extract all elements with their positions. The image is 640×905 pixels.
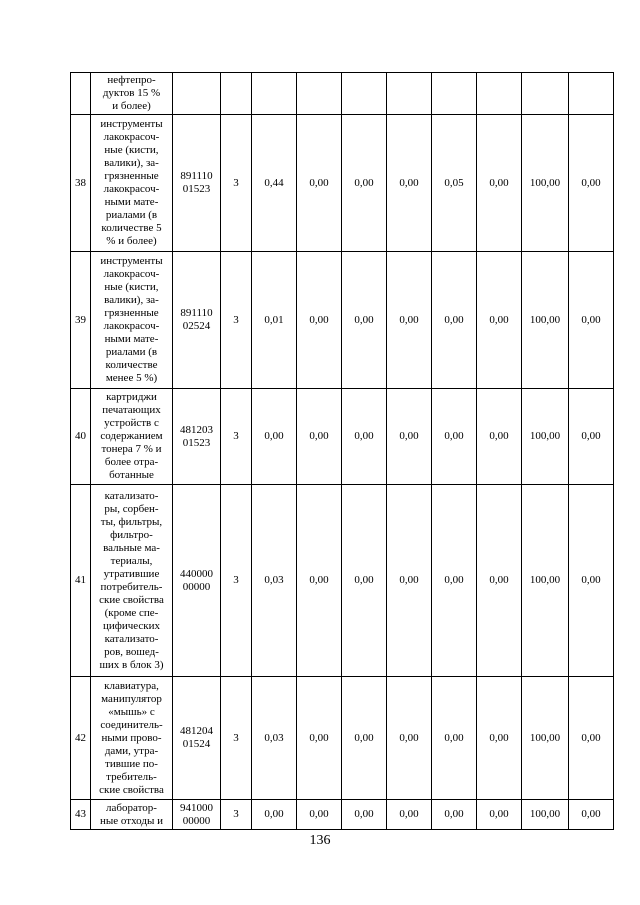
table-row [71, 485, 614, 677]
value-cell: 0,03 [252, 485, 297, 677]
value-cell: 100,00 [522, 800, 569, 830]
waste-name: инструменты лакокрасоч- ные (кисти, валики), за- грязненные лакокрасоч- ными мате- риалами (в количестве менее 5 %) [91, 252, 173, 389]
value-cell: 0,00 [342, 389, 387, 485]
table-row [71, 73, 614, 115]
value-cell: 0,05 [432, 115, 477, 252]
value-cell: 100,00 [522, 389, 569, 485]
hazard-class: 3 [221, 389, 252, 485]
value-cell: 0,00 [569, 800, 614, 830]
waste-name: картриджи печатающих устройств с содержанием тонера 7 % и более отра- ботанные [91, 389, 173, 485]
value-cell [252, 73, 297, 115]
value-cell: 0,00 [432, 389, 477, 485]
table-row [71, 800, 614, 830]
value-cell [432, 73, 477, 115]
value-cell: 0,00 [297, 115, 342, 252]
value-cell: 0,00 [432, 800, 477, 830]
value-cell: 0,00 [387, 677, 432, 800]
waste-name: инструменты лакокрасоч- ные (кисти, валики), за- грязненные лакокрасоч- ными мате- риалами (в количестве 5 % и более) [91, 115, 173, 252]
value-cell: 0,00 [477, 677, 522, 800]
row-number: 41 [71, 485, 91, 677]
waste-code [173, 73, 221, 115]
table-row [71, 115, 614, 252]
value-cell: 100,00 [522, 115, 569, 252]
table-row [71, 252, 614, 389]
waste-code: 440000 00000 [173, 485, 221, 677]
waste-name: клавиатура, манипулятор «мышь» с соединитель- ными прово- дами, утра- тившие по- требитель- ские свойства [91, 677, 173, 800]
value-cell [387, 73, 432, 115]
value-cell: 0,00 [387, 389, 432, 485]
value-cell: 0,00 [297, 252, 342, 389]
hazard-class: 3 [221, 677, 252, 800]
row-number: 42 [71, 677, 91, 800]
value-cell: 0,44 [252, 115, 297, 252]
value-cell: 100,00 [522, 677, 569, 800]
value-cell: 0,00 [387, 252, 432, 389]
value-cell: 0,00 [477, 800, 522, 830]
value-cell: 0,03 [252, 677, 297, 800]
value-cell: 0,00 [569, 485, 614, 677]
waste-code: 481203 01523 [173, 389, 221, 485]
value-cell: 0,00 [477, 115, 522, 252]
value-cell: 0,00 [569, 389, 614, 485]
value-cell: 0,00 [342, 115, 387, 252]
value-cell: 0,00 [342, 252, 387, 389]
value-cell: 0,00 [342, 800, 387, 830]
row-number: 40 [71, 389, 91, 485]
value-cell: 0,00 [569, 677, 614, 800]
value-cell: 0,00 [569, 115, 614, 252]
value-cell: 100,00 [522, 252, 569, 389]
table-row [71, 677, 614, 800]
row-number: 39 [71, 252, 91, 389]
value-cell: 0,00 [387, 115, 432, 252]
hazard-class [221, 73, 252, 115]
hazard-class: 3 [221, 115, 252, 252]
value-cell: 0,00 [342, 485, 387, 677]
value-cell: 0,00 [252, 389, 297, 485]
value-cell: 0,00 [432, 252, 477, 389]
value-cell [569, 73, 614, 115]
waste-name: лаборатор- ные отходы и [91, 800, 173, 830]
waste-table [70, 72, 614, 830]
value-cell [477, 73, 522, 115]
row-number: 38 [71, 115, 91, 252]
value-cell: 0,00 [297, 389, 342, 485]
value-cell [342, 73, 387, 115]
waste-code: 891110 01523 [173, 115, 221, 252]
value-cell: 0,00 [432, 485, 477, 677]
waste-name: нефтепро- дуктов 15 % и более) [91, 73, 173, 115]
value-cell: 0,00 [477, 389, 522, 485]
value-cell [297, 73, 342, 115]
waste-code: 891110 02524 [173, 252, 221, 389]
table-row [71, 389, 614, 485]
hazard-class: 3 [221, 800, 252, 830]
value-cell: 0,00 [297, 800, 342, 830]
hazard-class: 3 [221, 485, 252, 677]
value-cell: 0,00 [297, 485, 342, 677]
hazard-class: 3 [221, 252, 252, 389]
row-number [71, 73, 91, 115]
value-cell: 0,00 [477, 252, 522, 389]
value-cell [522, 73, 569, 115]
waste-name: катализато- ры, сорбен- ты, фильтры, фильтро- вальные ма- териалы, утратившие потребитель- ские свойства (кроме спе- цифических катализато- ров, вошед- ших в блок 3) [91, 485, 173, 677]
value-cell: 0,00 [432, 677, 477, 800]
page-number: 136 [309, 833, 331, 848]
value-cell: 0,00 [387, 485, 432, 677]
value-cell: 0,00 [569, 252, 614, 389]
value-cell: 0,00 [252, 800, 297, 830]
value-cell: 0,01 [252, 252, 297, 389]
value-cell: 0,00 [342, 677, 387, 800]
waste-code: 941000 00000 [173, 800, 221, 830]
value-cell: 0,00 [477, 485, 522, 677]
row-number: 43 [71, 800, 91, 830]
value-cell: 100,00 [522, 485, 569, 677]
value-cell: 0,00 [297, 677, 342, 800]
value-cell: 0,00 [387, 800, 432, 830]
waste-code: 481204 01524 [173, 677, 221, 800]
